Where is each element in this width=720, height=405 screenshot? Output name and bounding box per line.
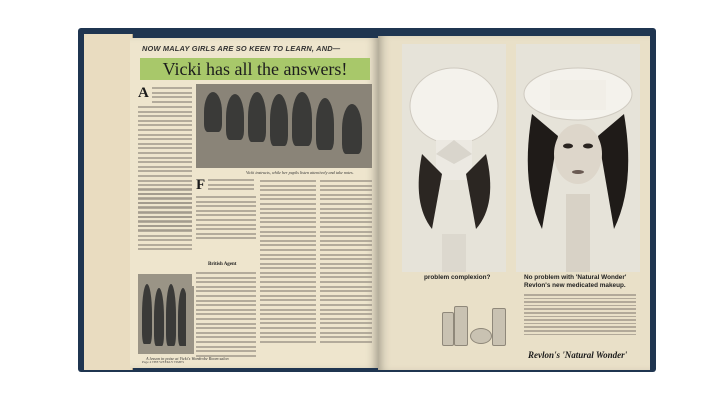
text-column — [152, 87, 192, 105]
ad-answer-line2: Revlon's new medicated makeup. — [524, 282, 626, 289]
product-jar — [470, 328, 492, 344]
open-book — [78, 28, 656, 372]
subheading: British Agent — [208, 262, 237, 267]
text-column — [196, 196, 256, 242]
text-column — [320, 180, 372, 345]
right-page — [378, 36, 650, 370]
text-column — [196, 272, 256, 359]
text-column — [260, 180, 316, 345]
product-bottle — [492, 308, 506, 346]
photo-caption: A lesson in poise at Vicki's Wardrobe Room salon — [146, 356, 229, 361]
woman-with-hat-icon — [402, 44, 506, 272]
ad-photo-after — [516, 44, 640, 272]
product-bottle — [442, 312, 454, 346]
ad-photo-before — [402, 44, 506, 272]
photo-caption: Vicki instructs, while her pupils listen attentively and take notes. — [246, 170, 354, 175]
article-headline: Vicki has all the answers! — [140, 58, 370, 80]
ad-body-text — [524, 294, 636, 337]
ad-question: problem complexion? — [424, 274, 491, 281]
salon-photo — [138, 274, 192, 354]
salon-photo-extension — [186, 286, 194, 354]
product-bottle — [454, 306, 468, 346]
dropcap: A — [138, 85, 149, 101]
ad-brand-logo: Revlon's 'Natural Wonder' — [528, 350, 628, 360]
classroom-photo — [196, 84, 372, 168]
woman-with-hat-icon — [516, 44, 640, 272]
article-kicker: NOW MALAY GIRLS ARE SO KEEN TO LEARN, AND— — [142, 44, 341, 53]
page-footer: Page 4 THE WEEKLY TIMES — [142, 360, 185, 364]
text-column — [138, 188, 192, 234]
left-page — [130, 38, 378, 368]
text-column — [208, 179, 254, 193]
ad-answer-line1: No problem with 'Natural Wonder' — [524, 274, 627, 281]
dropcap: F — [196, 177, 206, 193]
